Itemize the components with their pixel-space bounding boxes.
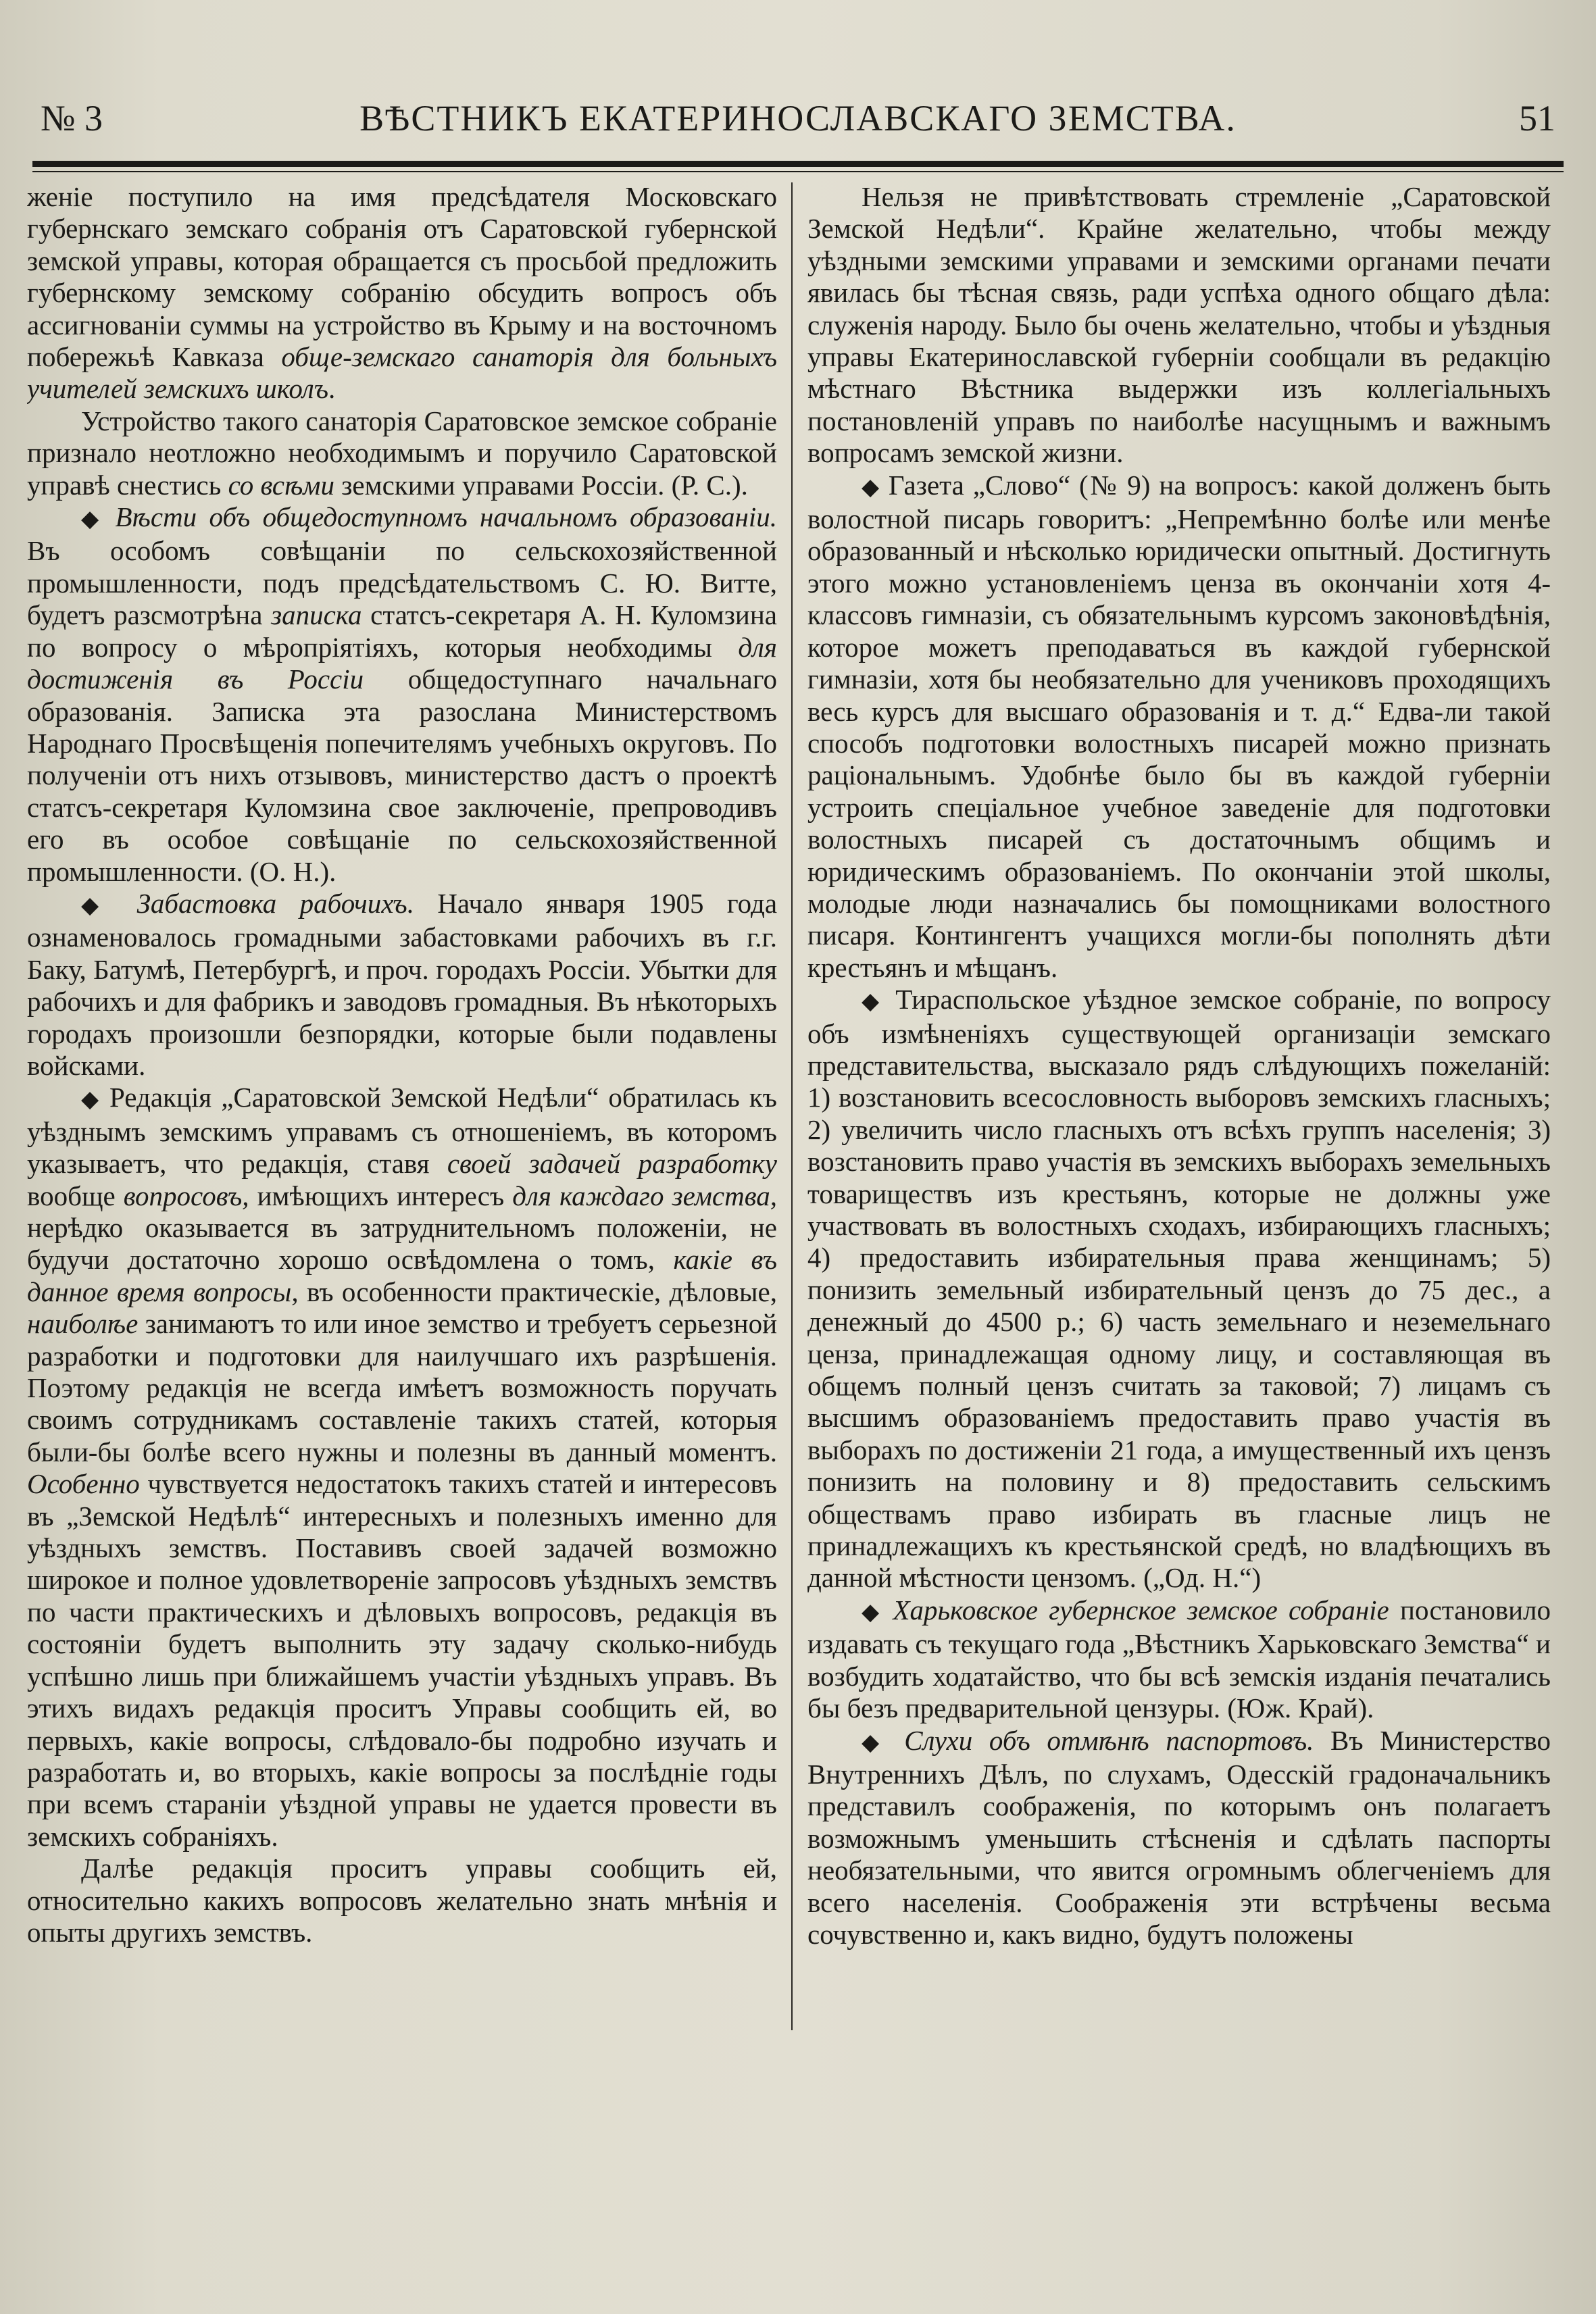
article-volost-clerk: ◆ Газета „Слово“ (№ 9) на вопросъ: какой долженъ быть волостной писарь говоритъ: „Непремѣнно болѣе или менѣе образованный и нѣсколько юридически опытный. Достигнуть этого можно установленіемъ ценза въ окончаніи хотя 4-классовъ гимназіи, съ обязательнымъ курсомъ законовѣдѣнія, которое можетъ преподаваться въ каждой губернской гимназіи, хотя бы необязательно для учениковъ проходящихъ весь курсъ для высшаго образованія и т. д.“ Едва-ли такой способъ подготовки волостныхъ писарей можно признать раціональнымъ. Удобнѣе было бы въ каждой губерніи устроить спеціальное учебное заведеніе для подготовки волостныхъ писарей съ достаточнымъ общимъ и юридическимъ образованіемъ. По окончаніи этой школы, молодые люди назначались бы помощниками волостного писаря. Контингентъ учащихся могли-бы пополнять дѣти крестьянъ и мѣщанъ. (807, 469, 1551, 983)
column-divider (791, 182, 793, 2030)
article-strike: ◆ Забастовка рабочихъ. Начало января 1905 года ознаменовалось громадными забастовками рабочихъ въ г.г. Баку, Батумѣ, Петербургѣ, и проч. городахъ Россіи. Убытки для рабочихъ и для фабрикъ и заводовъ громадныя. Въ нѣкоторыхъ городахъ произошли безпорядки, которые были подавлены войсками. (27, 887, 777, 1081)
article-kharkov-assembly: ◆ Харьковское губернское земское собраніе постановило издавать съ текущаго года „Вѣстникъ Харьковскаго Земства“ и возбудить ходатайство, что бы всѣ земскія изданія печатались бы безъ предварительной цензуры. (Юж. Край). (807, 1594, 1551, 1724)
ornament-icon: ◆ (862, 1730, 888, 1755)
ornament-icon: ◆ (862, 989, 884, 1015)
article-saratov-weekly: ◆ Редакція „Саратовской Земской Недѣли“ обратилась къ уѣзднымъ земскимъ управамъ съ отношеніемъ, въ которомъ указываетъ, что редакція, ставя своей задачей разработку вообще вопросовъ, имѣющихъ интересъ для каждаго земства, нерѣдко оказывается въ затруднительномъ положеніи, не будучи достаточно хорошо освѣдомлена о томъ, какіе въ данное время вопросы, въ особенности практическіе, дѣловые, наиболѣе занимаютъ то или иное земство и требуетъ серьезной разработки и подготовки для наилучшаго ихъ разрѣшенія. Поэтому редакція не всегда имѣетъ возможность поручать своимъ сотрудникамъ составленіе такихъ статей, которыя были-бы болѣе всего нужны и полезны въ данный моментъ. Особенно чувствуется недостатокъ такихъ статей и интересовъ въ „Земской Недѣлѣ“ интересныхъ и полезныхъ именно для уѣздныхъ земствъ. Поставивъ своей задачей возможно широкое и полное удовлетвореніе запросовъ уѣздныхъ земствъ по части практическихъ и дѣловыхъ вопросовъ, редакція въ состояніи будетъ выполнить эту задачу сколько-нибудь успѣшно лишь при ближайшемъ участіи уѣздныхъ управъ. Въ этихъ видахъ редакція проситъ Управы сообщить ей, во первыхъ, какіе вопросы, слѣдовало-бы подробно изучать и разработать и, во вторыхъ, какіе вопросы за послѣдніе годы при всемъ стараніи уѣздной управы не удается провести въ земскихъ собраніяхъ. (27, 1082, 777, 1852)
header-rule-thick (32, 161, 1564, 167)
page-number: 51 (1519, 98, 1555, 139)
issue-number: № 3 (41, 98, 103, 139)
ornament-icon: ◆ (862, 1599, 882, 1625)
article-primary-education: ◆ Вѣсти объ общедоступномъ начальномъ образованіи. Въ особомъ совѣщаніи по сельскохозяйственной промышленности, подъ предсѣдательствомъ С. Ю. Витте, будетъ разсмотрѣна записка статсъ-секретаря А. Н. Куломзина по вопросу о мѣропріятіяхъ, которыя необходимы для достиженія въ Россіи общедоступнаго начальнаго образованія. Записка эта разослана Министерствомъ Народнаго Просвѣщенія попечителямъ учебныхъ округовъ. По полученіи отъ нихъ отзывовъ, министерство дастъ о проектѣ статсъ-секретаря Куломзина свое заключеніе, препроводивъ его въ особое совѣщаніе по сельскохозяйственной промышленности. (О. Н.). (27, 501, 777, 887)
article-sanatorium-decision: Устройство такого санаторія Саратовское земское собраніе признало неотложно необходимымъ и поручило Саратовской управѣ снестись со всѣми земскими управами Россіи. (Р. С.). (27, 405, 777, 501)
ornament-icon: ◆ (81, 892, 114, 918)
left-column (27, 181, 777, 2260)
ornament-icon: ◆ (81, 1087, 100, 1113)
right-column (807, 181, 1551, 2260)
article-saratov-request: Далѣе редакція проситъ управы сообщить ей, относительно какихъ вопросовъ желательно знать мнѣнія и опыты другихъ земствъ. (27, 1853, 777, 1948)
article-commentary: Нельзя не привѣтствовать стремленіе „Саратовской Земской Недѣли“. Крайне желательно, чтобы между уѣздными земскими управами и земскими органами печати явилась бы тѣсная связь, ради успѣха одного общаго дѣла: служенія народу. Было бы очень желательно, чтобы и уѣздныя управы Екатеринославской губерніи сообщали въ редакцію мѣстнаго Вѣстника выдержки изъ коллегіальныхъ постановленій управъ по наиболѣе насущнымъ и важнымъ вопросамъ земской жизни. (807, 181, 1551, 469)
masthead-title: ВѢСТНИКЪ ЕКАТЕРИНОСЛАВСКАГО ЗЕМСТВА. (359, 98, 1237, 139)
article-sanatorium-end: женіе поступило на имя предсѣдателя Московскаго губернскаго земскаго собранія отъ Саратовской губернской земской управы, которая обращается съ просьбой предложить губернскому земскому собранію обсудить вопросъ объ ассигнованіи суммы на устройство въ Крыму и на восточномъ побережьѣ Кавказа обще-земскаго санаторія для больныхъ учителей земскихъ школъ. (27, 181, 777, 405)
header-rule-thin (32, 171, 1564, 172)
ornament-icon: ◆ (862, 474, 880, 500)
page-header (41, 88, 1555, 149)
ornament-icon: ◆ (81, 507, 103, 532)
article-tiraspol-assembly: ◆ Тираспольское уѣздное земское собраніе, по вопросу объ измѣненіяхъ существующей организаціи земскаго представительства, высказало рядъ слѣдующихъ пожеланій: 1) возстановить всесословность выборовъ земскихъ гласныхъ; 2) увеличить число гласныхъ отъ всѣхъ группъ населенія; 3) возстановить право участія въ земскихъ выборахъ земельныхъ товариществъ изъ крестьянъ, которые не должны уже участвовать въ волостныхъ сходахъ, избирающихъ гласныхъ; 4) предоставить избирательныя права женщинамъ; 5) понизить земельный избирательный цензъ до 75 дес., а денежный до 4500 р.; 6) часть земельнаго и неземельнаго ценза, принадлежащая одному лицу, и составляющая въ общемъ полный цензъ считать за таковой; 7) лицамъ съ высшимъ образованіемъ предоставить право участія въ выборахъ по достиженіи 21 года, а имущественный ихъ цензъ понизить на половину и 8) предоставить сельскимъ обществамъ право избирать въ гласные лицъ не принадлежащихъ къ крестьянской средѣ, но владѣющихъ въ данной мѣстности цензомъ. („Од. Н.“) (807, 984, 1551, 1594)
article-passports: ◆ Слухи объ отмѣнѣ паспортовъ. Въ Министерство Внутреннихъ Дѣлъ, по слухамъ, Одесскій градоначальникъ представилъ соображенія, по которымъ онъ полагаетъ возможнымъ уменьшить стѣсненія и сдѣлать паспорты необязательными, что явится огромнымъ облегченіемъ для всего населенія. Соображенія эти встрѣчены весьма сочувственно и, какъ видно, будутъ положены (807, 1724, 1551, 1950)
